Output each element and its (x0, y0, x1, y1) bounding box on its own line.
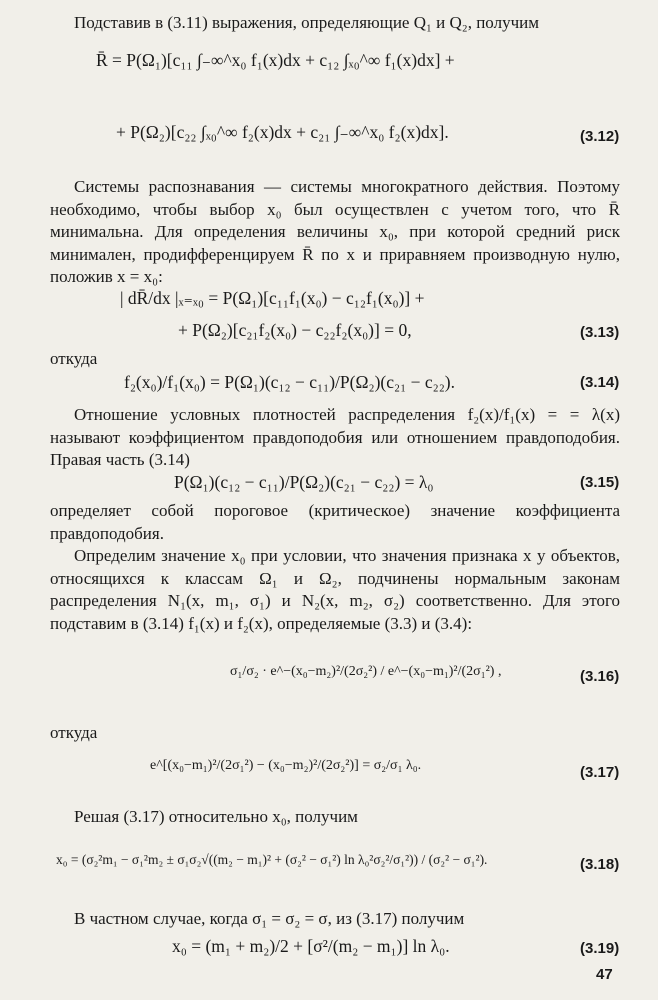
equation-number-3-16: (3.16) (580, 668, 620, 685)
equation-number-3-15: (3.15) (580, 474, 620, 491)
paragraph-threshold: определяет собой пороговое (критическое) значение коэффициента правдоподобия. (50, 501, 620, 543)
equation-3-13-line2: + P(Ω₂)[c₂₁f₂(x₀) − c₂₂f₂(x₀)] = 0, (178, 320, 412, 340)
paragraph-normal-laws: Определим значение x₀ при условии, что значения признака x у объектов, относящихся к классам Ω₁ и Ω₂, подчинены нормальным законам распределения N₁(x, m₁, σ₁) и N₂(x, m₂, σ₂) соответственно. Для этого подставим в (3.14) f₁(x) и f₂(x), определяемые (3.3) и (3.4): (50, 546, 620, 633)
paragraph-intro: Подставив в (3.11) выражения, определяющие Q₁ и Q₂, получим (74, 13, 539, 32)
equation-number-3-17: (3.17) (580, 764, 620, 781)
text-otkuda-1: откуда (50, 349, 98, 368)
paragraph-special-case: В частном случае, когда σ₁ = σ₂ = σ, из (3.17) получим (74, 909, 465, 928)
paragraph-likelihood-ratio: Отношение условных плотностей распределения f₂(x)/f₁(x) = = λ(x) называют коэффициентом правдоподобия или отношением правдоподобия. Правая часть (3.14) (50, 405, 620, 469)
equation-3-17: e^[(x₀−m₁)²/(2σ₁²) − (x₀−m₂)²/(2σ₂²)] = σ₂/σ₁ λ₀. (150, 758, 422, 773)
paragraph-solving: Решая (3.17) относительно x₀, получим (74, 807, 358, 826)
equation-3-13-line1: | dR̄/dx |ₓ₌ₓ₀ = P(Ω₁)[c₁₁f₁(x₀) − c₁₂f₁(x₀)] + (120, 288, 425, 308)
equation-number-3-13: (3.13) (580, 324, 620, 341)
equation-number-3-14: (3.14) (580, 374, 620, 391)
equation-number-3-12: (3.12) (580, 128, 620, 145)
equation-3-12-line1: R̄ = P(Ω₁)[c₁₁ ∫₋∞^x₀ f₁(x)dx + c₁₂ ∫ₓ₀^∞ f₁(x)dx] + (96, 50, 455, 70)
equation-3-14: f₂(x₀)/f₁(x₀) = P(Ω₁)(c₁₂ − c₁₁)/P(Ω₂)(c₂₁ − c₂₂). (124, 372, 456, 392)
equation-3-18: x₀ = (σ₂²m₁ − σ₁²m₂ ± σ₁σ₂√((m₂ − m₁)² + (σ₂² − σ₁²) ln λ₀²σ₂²/σ₁²)) / (σ₂² − σ₁²). (56, 852, 488, 867)
equation-3-15: P(Ω₁)(c₁₂ − c₁₁)/P(Ω₂)(c₂₁ − c₂₂) = λ₀ (174, 472, 434, 492)
text-otkuda-2: откуда (50, 723, 98, 742)
equation-3-16: σ₁/σ₂ · e^−(x₀−m₂)²/(2σ₂²) / e^−(x₀−m₁)²/(2σ₁²) , (230, 664, 502, 679)
equation-number-3-19: (3.19) (580, 940, 620, 957)
paragraph-recognition-systems: Системы распознавания — системы многократного действия. Поэтому необходимо, чтобы выбор x₀ был осуществлен с учетом того, что R̄ минимальна. Для определения величины x₀, при которой средний риск минимален, продифференцируем R̄ по x и приравняем производную нулю, положив x = x₀: (50, 177, 620, 286)
equation-3-19: x₀ = (m₁ + m₂)/2 + [σ²/(m₂ − m₁)] ln λ₀. (172, 936, 450, 956)
equation-3-12-line2: + P(Ω₂)[c₂₂ ∫ₓ₀^∞ f₂(x)dx + c₂₁ ∫₋∞^x₀ f₂(x)dx]. (116, 122, 449, 142)
page-number: 47 (596, 966, 613, 983)
equation-number-3-18: (3.18) (580, 856, 620, 873)
